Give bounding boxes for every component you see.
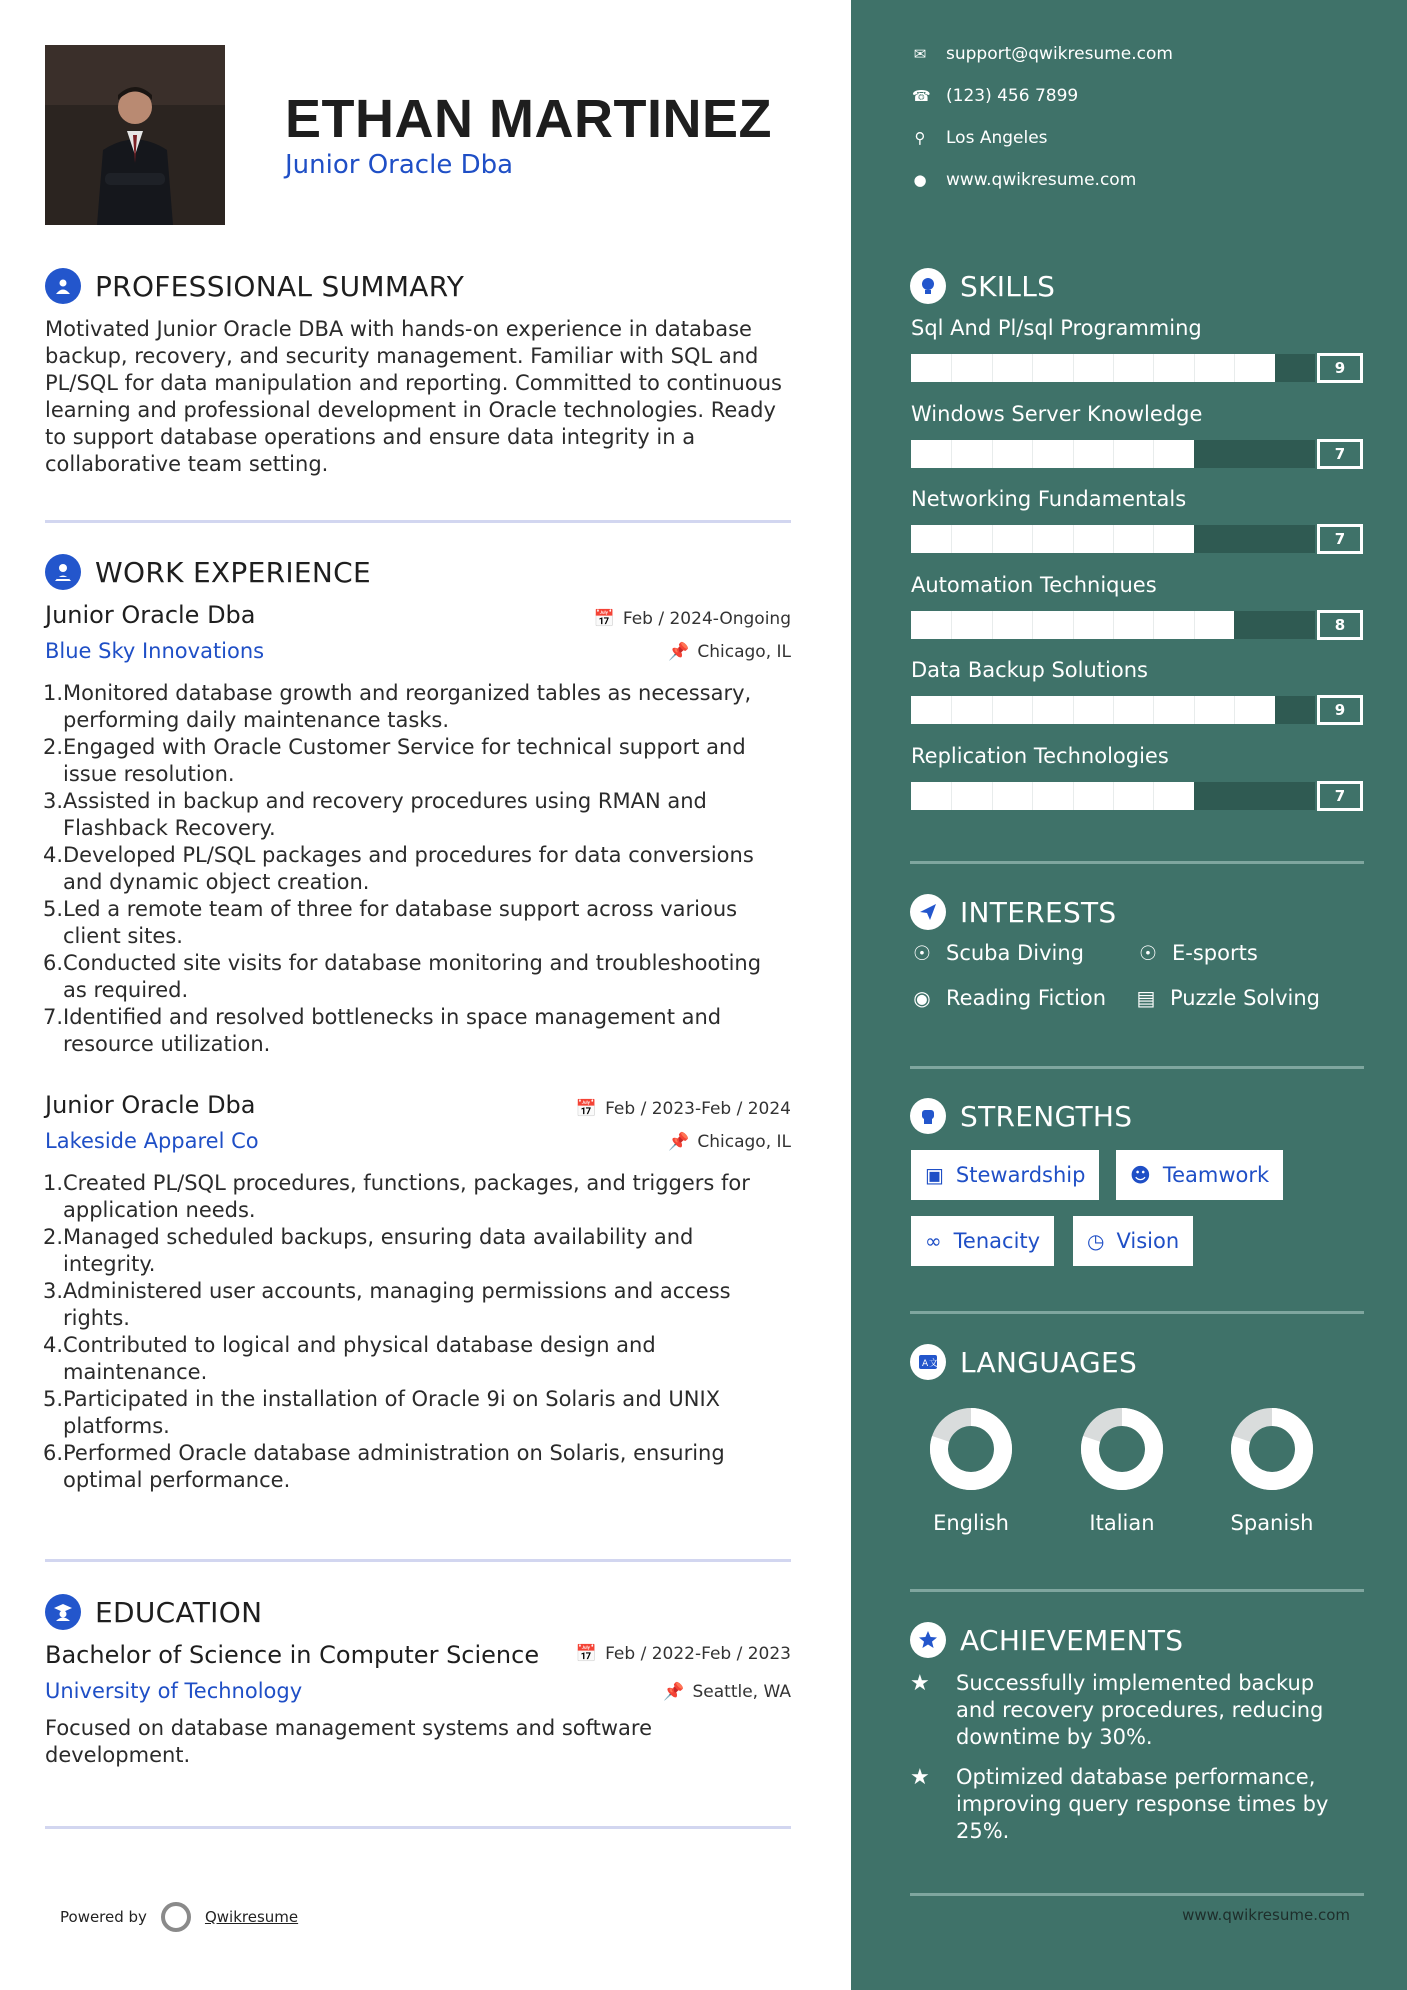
list-item: 7. Identified and resolved bottlenecks in space management and resource utilization. — [43, 1005, 722, 1056]
strengths-heading — [910, 1098, 1132, 1134]
list-item: 1. Monitored database growth and reorganized tables as necessary, performing daily maintenance tasks. — [43, 681, 752, 732]
skill-name: Windows Server Knowledge — [911, 401, 1203, 426]
map-marker-icon: ⚲ — [914, 129, 926, 147]
qwikresume-logo-icon — [161, 1902, 191, 1932]
life-ring-icon: ☉ — [1139, 941, 1157, 965]
skill-bar-fill — [911, 696, 1275, 724]
calendar-icon: 📅 — [575, 1644, 598, 1664]
list-item: 2. Managed scheduled backups, ensuring data availability and integrity. — [43, 1225, 694, 1276]
job-date: 📅 Feb / 2024-Ongoing — [593, 609, 791, 629]
job-duties — [45, 1170, 785, 1494]
list-item: 2. Engaged with Oracle Customer Service for technical support and issue resolution. — [43, 735, 746, 786]
education-date: 📅 Feb / 2022-Feb / 2023 — [575, 1644, 791, 1664]
skills-heading — [910, 268, 1055, 304]
languages-title: LANGUAGES — [960, 1345, 1138, 1379]
binoculars-icon: ◷ — [1087, 1229, 1105, 1253]
achievement-item: ★ Successfully implemented backup and recovery procedures, reducing downtime by 30%. — [910, 1671, 1324, 1749]
summary-heading — [45, 268, 464, 304]
star-badge-icon — [910, 1622, 946, 1658]
experience-heading — [45, 554, 371, 590]
section-divider — [910, 861, 1364, 864]
skill-bar — [911, 611, 1315, 639]
interest-item: ☉ Scuba Diving — [910, 941, 1084, 965]
language-name: Italian — [1089, 1511, 1155, 1535]
candidate-name: ETHAN MARTINEZ — [285, 89, 772, 149]
summary-text: Motivated Junior Oracle DBA with hands-on experience in database backup, recovery, and security management. Familiar with SQL and PL/SQL for data manipulation and reporting. Committed to continuous learning and professional development in Oracle technologies. Ready to support database operations and ensure data integrity in a collaborative team setting. — [45, 317, 782, 476]
star-icon: ★ — [910, 1765, 930, 1790]
skill-score: 7 — [1317, 781, 1363, 811]
calendar-icon: 📅 — [593, 609, 615, 629]
skill-score: 9 — [1317, 695, 1363, 725]
skill-bar — [911, 525, 1315, 553]
skill-bar — [911, 696, 1315, 724]
interests-heading — [910, 894, 1117, 930]
list-item: 5. Participated in the installation of Oracle 9i on Solaris and UNIX platforms. — [43, 1387, 721, 1438]
skill-bar-fill — [911, 611, 1234, 639]
skill-name: Data Backup Solutions — [911, 658, 1148, 682]
section-divider — [45, 1559, 791, 1562]
skills-title: SKILLS — [960, 269, 1056, 303]
achievements-title: ACHIEVEMENTS — [960, 1623, 1184, 1657]
language-item — [1212, 1405, 1332, 1535]
interest-item: ☉ E-sports — [1136, 941, 1258, 965]
section-divider — [45, 520, 791, 523]
skill-score: 7 — [1317, 524, 1363, 554]
strength-chip: ▣ Stewardship — [911, 1150, 1099, 1200]
list-item: 6. Conducted site visits for database monitoring and troubleshooting as required. — [43, 951, 762, 1002]
job-duties — [45, 680, 785, 1058]
footer-website[interactable]: www.qwikresume.com — [1182, 1906, 1350, 1924]
svg-text:A: A — [922, 1359, 929, 1369]
list-item: 3. Assisted in backup and recovery procedures using RMAN and Flashback Recovery. — [43, 789, 707, 840]
pin-icon: 📌 — [668, 1132, 690, 1152]
education-description: Focused on database management systems and software development. — [45, 1716, 653, 1767]
phone-icon: ☎ — [912, 87, 931, 105]
gamepad-icon: ◉ — [913, 986, 931, 1010]
briefcase-icon: ▣ — [925, 1163, 944, 1187]
star-icon: ★ — [910, 1671, 930, 1696]
skill-name: Replication Technologies — [911, 743, 1169, 768]
skill-name: Automation Techniques — [911, 572, 1157, 597]
contact-phone[interactable]: ☎ (123) 456 7899 — [912, 86, 1079, 106]
users-icon: ☻ — [1130, 1163, 1151, 1187]
education-location: 📌 Seattle, WA — [663, 1682, 791, 1702]
contact-email[interactable]: ✉ support@qwikresume.com — [913, 44, 1173, 64]
school-name: University of Technology — [45, 1679, 303, 1703]
language-item — [911, 1405, 1031, 1535]
life-ring-icon: ☉ — [913, 941, 931, 965]
job-location: 📌 Chicago, IL — [668, 642, 791, 662]
interest-item: ◉ Reading Fiction — [910, 986, 1106, 1010]
summary-title: PROFESSIONAL SUMMARY — [95, 269, 465, 303]
section-divider — [910, 1311, 1364, 1314]
job-date: 📅 Feb / 2023-Feb / 2024 — [575, 1099, 791, 1119]
language-level-donut — [927, 1405, 1015, 1493]
language-name: Spanish — [1230, 1511, 1314, 1535]
link-icon: ∞ — [925, 1229, 942, 1253]
strength-chip: ☻ Teamwork — [1116, 1150, 1283, 1200]
pin-icon: 📌 — [663, 1682, 685, 1702]
skill-bar — [911, 782, 1315, 810]
job-location: 📌 Chicago, IL — [668, 1132, 791, 1152]
graduate-icon — [45, 1594, 81, 1630]
strength-chip: ∞ Tenacity — [911, 1216, 1054, 1266]
calendar-icon: 📅 — [575, 1099, 598, 1119]
pin-icon: 📌 — [668, 642, 690, 662]
job-company: Blue Sky Innovations — [45, 639, 265, 663]
job-title: Junior Oracle Dba — [45, 1091, 256, 1119]
degree-title: Bachelor of Science in Computer Science — [45, 1641, 540, 1669]
interest-item: ▤ Puzzle Solving — [1134, 986, 1320, 1010]
skill-score: 7 — [1317, 439, 1363, 469]
education-title: EDUCATION — [95, 1595, 263, 1629]
skill-bar-fill — [911, 354, 1275, 382]
skill-bar-fill — [911, 525, 1194, 553]
language-item — [1062, 1405, 1182, 1535]
svg-text:文: 文 — [929, 1359, 938, 1369]
education-heading — [45, 1594, 262, 1630]
fist-icon — [910, 1098, 946, 1134]
skill-bar — [911, 354, 1315, 382]
list-item: 1. Created PL/SQL procedures, functions, packages, and triggers for application needs. — [43, 1171, 750, 1222]
powered-by: Powered by Qwikresume — [60, 1902, 298, 1932]
strengths-title: STRENGTHS — [960, 1099, 1133, 1133]
user-tie-icon — [45, 554, 81, 590]
contact-website[interactable]: ● www.qwikresume.com — [913, 170, 1137, 190]
language-level-donut — [1228, 1405, 1316, 1493]
skill-score: 9 — [1317, 353, 1363, 383]
lightbulb-icon — [910, 268, 946, 304]
list-item: 6. Performed Oracle database administration on Solaris, ensuring optimal performance. — [43, 1441, 725, 1492]
envelope-icon: ✉ — [913, 45, 927, 63]
section-divider — [910, 1893, 1364, 1896]
language-level-donut — [1078, 1405, 1166, 1493]
job-title: Junior Oracle Dba — [45, 601, 256, 629]
user-icon — [45, 268, 81, 304]
interests-title: INTERESTS — [960, 895, 1117, 929]
skill-bar-fill — [911, 440, 1194, 468]
skill-bar-fill — [911, 782, 1194, 810]
section-divider — [910, 1589, 1364, 1592]
achievement-item: ★ Optimized database performance, improving query response times by 25%. — [910, 1765, 1329, 1843]
profile-photo — [45, 45, 225, 225]
language-name: English — [933, 1511, 1009, 1535]
section-divider — [45, 1826, 791, 1829]
job-company: Lakeside Apparel Co — [45, 1129, 259, 1153]
list-item: 3. Administered user accounts, managing permissions and access rights. — [43, 1279, 731, 1330]
strength-chip: ◷ Vision — [1073, 1216, 1193, 1266]
languages-heading — [910, 1344, 1137, 1380]
skill-name: Sql And Pl/sql Programming — [911, 316, 1202, 340]
globe-icon: ● — [913, 171, 927, 189]
experience-title: WORK EXPERIENCE — [95, 555, 371, 589]
book-icon: ▤ — [1136, 986, 1156, 1010]
list-item: 5. Led a remote team of three for database support across various client sites. — [43, 897, 738, 948]
section-divider — [910, 1066, 1364, 1069]
list-item: 4. Contributed to logical and physical database design and maintenance. — [43, 1333, 656, 1384]
list-item: 4. Developed PL/SQL packages and procedures for data conversions and dynamic object creation. — [43, 843, 754, 894]
skill-bar — [911, 440, 1315, 468]
paper-plane-icon — [910, 894, 946, 930]
achievements-heading — [910, 1622, 1183, 1658]
language-icon — [910, 1344, 946, 1380]
skill-name: Networking Fundamentals — [911, 487, 1187, 511]
candidate-title: Junior Oracle Dba — [285, 150, 514, 180]
skill-score: 8 — [1317, 610, 1363, 640]
contact-location: ⚲ Los Angeles — [912, 128, 1048, 148]
brand-link[interactable]: Qwikresume — [204, 1908, 299, 1926]
